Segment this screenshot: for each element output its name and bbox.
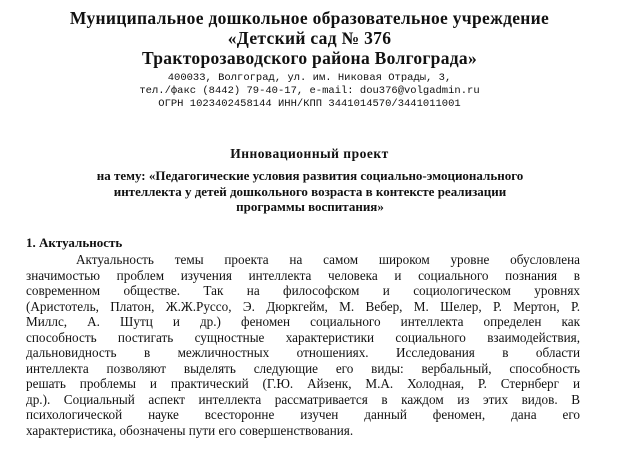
body-line: дальновидность в межличностных отношениях. Исследования в области xyxy=(26,345,580,360)
org-name-line-2: «Детский сад № 376 xyxy=(227,28,392,48)
section-body xyxy=(26,252,580,438)
org-address: 400033, Волгоград, ул. им. Никовая Отрады, 3, xyxy=(167,72,452,84)
body-line: способность постигать сущностные характеристики социального взаимодействия, xyxy=(26,329,580,345)
body-line: психологической науке всесторонне изучен данный феномен, дана его xyxy=(26,407,580,422)
org-name-line-3: Тракторозаводского района Волгограда» xyxy=(141,48,478,68)
body-line: современном обществе. Так на философском и социологическом уровнях xyxy=(26,283,580,298)
project-topic: на тему: «Педагогические условия развития социально-эмоционального интеллекта у детей дошкольного возраста в контексте реализации программы воспитания» xyxy=(96,168,524,214)
section-heading: 1. Актуальность xyxy=(26,235,123,250)
body-line: (Аристотель, Платон, Ж.Ж.Руссо, Э. Дюркгейм, М. Вебер, М. Шелер, Р. Мертон, Р. xyxy=(26,298,580,314)
body-line: др.). Социальный аспект интеллекта рассматривается в каждом из этих видов. В xyxy=(26,391,580,407)
org-contacts: тел./факс (8442) 79-40-17, e-mail: dou376@volgadmin.ru xyxy=(139,85,480,97)
org-name-line-1: Муниципальное дошкольное образовательное учреждение xyxy=(69,8,550,28)
body-line: значимостью проблем изучения интеллекта человека и социального познания в xyxy=(26,267,580,283)
body-line: характеристика, обозначены пути его совершенствования. xyxy=(26,422,354,438)
project-type-heading: Инновационный проект xyxy=(230,146,389,161)
body-line: Актуальность темы проекта на самом широком уровне обусловлена xyxy=(76,252,580,267)
body-line: Миллс, А. Шутц и др.) феномен социального интеллекта определен как xyxy=(26,314,580,329)
body-line: решать проблемы и практический (Г.Ю. Айзенк, М.А. Холодная, Р. Стернберг и xyxy=(26,376,580,391)
org-registration: ОГРН 1023402458144 ИНН/КПП 3441014570/3441011001 xyxy=(158,98,461,110)
body-line: интеллекта позволяют выделять следующие его виды: вербальный, способность xyxy=(26,360,580,376)
